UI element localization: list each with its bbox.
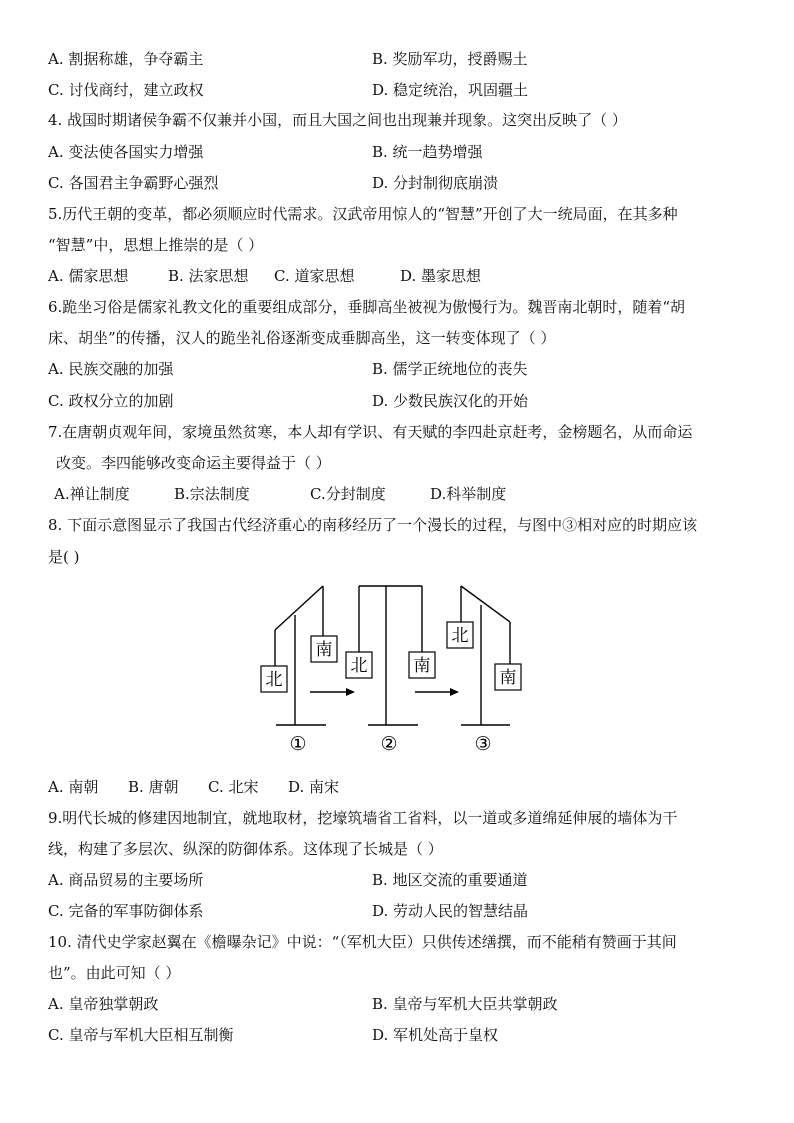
economic-shift-diagram	[258, 580, 538, 760]
stage1-number: ①	[289, 733, 307, 755]
q4-option-b: B. 统一趋势增强	[372, 143, 483, 161]
q9-option-d: D. 劳动人民的智慧结晶	[372, 902, 529, 920]
q8-option-d: D. 南宋	[288, 778, 340, 796]
q4-option-a: A. 变法使各国实力增强	[48, 143, 204, 161]
q7-options	[54, 484, 506, 504]
q6-option-d: D. 少数民族汉化的开始	[372, 392, 529, 410]
q6-option-a: A. 民族交融的加强	[48, 360, 174, 378]
stage3-south-label: 南	[499, 668, 517, 688]
q6-option-c: C. 政权分立的加剧	[48, 392, 174, 410]
stage1-north-label: 北	[265, 670, 283, 690]
q8-option-a: A. 南朝	[48, 778, 99, 796]
q8-option-c: C. 北宋	[208, 778, 259, 796]
q3-option-d: D. 稳定统治，巩固疆土	[372, 81, 529, 99]
q5-stem-line1: 5.历代王朝的变革，都必须顺应时代需求。汉武帝用惊人的“智慧”开创了大一统局面，在其多种	[48, 205, 678, 223]
stage3-number: ③	[474, 733, 492, 755]
q4-stem: 4. 战国时期诸侯争霸不仅兼并小国，而且大国之间也出现兼并现象。这突出反映了（ ）	[48, 111, 627, 129]
q5-option-b: B. 法家思想	[168, 267, 249, 285]
stage3-north-label: 北	[451, 626, 469, 646]
q10-option-b: B. 皇帝与军机大臣共掌朝政	[372, 995, 558, 1013]
q3-option-a: A. 割据称雄，争夺霸主	[48, 50, 204, 68]
q7-option-d: D.科举制度	[430, 485, 507, 503]
q9-stem-line2: 线，构建了多层次、纵深的防御体系。这体现了长城是（ ）	[48, 840, 443, 858]
stage1-south-label: 南	[315, 640, 333, 660]
q9-option-a: A. 商品贸易的主要场所	[48, 871, 204, 889]
stage2-north-label: 北	[350, 656, 368, 676]
q5-stem-line2: “智慧”中，思想上推崇的是（ ）	[48, 236, 264, 254]
q10-stem-line1: 10. 清代史学家赵翼在《檐曝杂记》中说：“（军机大臣）只供传述缮撰，而不能稍有赞画于其间	[48, 933, 677, 951]
q6-stem-line1: 6.跪坐习俗是儒家礼教文化的重要组成部分，垂脚高坐被视为傲慢行为。魏晋南北朝时，随着“胡	[48, 298, 685, 316]
stage3-beam	[461, 586, 510, 622]
q10-option-d: D. 军机处高于皇权	[372, 1026, 499, 1044]
q4-option-c: C. 各国君主争霸野心强烈	[48, 174, 219, 192]
q5-option-d: D. 墨家思想	[400, 267, 482, 285]
q10-stem-line2: 也”。由此可知（ ）	[48, 964, 181, 982]
q7-stem-line2: 改变。李四能够改变命运主要得益于（ ）	[56, 454, 331, 472]
q7-option-c: C.分封制度	[310, 485, 386, 503]
q7-option-b: B.宗法制度	[174, 485, 250, 503]
q6-option-b: B. 儒学正统地位的丧失	[372, 360, 528, 378]
q4-option-d: D. 分封制彻底崩溃	[372, 174, 499, 192]
q10-option-c: C. 皇帝与军机大臣相互制衡	[48, 1026, 234, 1044]
arrow-2-head	[450, 688, 459, 696]
q9-option-c: C. 完备的军事防御体系	[48, 902, 204, 920]
q5-options	[48, 266, 481, 286]
q8-options	[48, 777, 339, 797]
arrow-1-head	[346, 688, 355, 696]
q8-option-b: B. 唐朝	[128, 778, 179, 796]
q8-stem-line1: 8. 下面示意图显示了我国古代经济重心的南移经历了一个漫长的过程，与图中③相对应的时期应该	[48, 516, 698, 534]
q3-option-c: C. 讨伐商纣，建立政权	[48, 81, 204, 99]
stage2-number: ②	[380, 733, 398, 755]
q7-option-a: A.禅让制度	[54, 485, 130, 503]
q5-option-c: C. 道家思想	[274, 267, 355, 285]
stage1-beam	[275, 586, 323, 630]
q8-stem-line2: 是( )	[48, 548, 80, 566]
q6-stem-line2: 床、胡坐”的传播，汉人的跪坐礼俗逐渐变成垂脚高坐，这一转变体现了（ ）	[48, 329, 556, 347]
q9-option-b: B. 地区交流的重要通道	[372, 871, 528, 889]
q3-option-b: B. 奖励军功，授爵赐土	[372, 50, 528, 68]
q7-stem-line1: 7.在唐朝贞观年间，家境虽然贫寒，本人却有学识、有天赋的李四赴京赶考，金榜题名，从而命运	[48, 423, 693, 441]
stage2-south-label: 南	[413, 656, 431, 676]
q10-option-a: A. 皇帝独掌朝政	[48, 995, 159, 1013]
q9-stem-line1: 9.明代长城的修建因地制宜，就地取材，挖壕筑墙省工省料，以一道或多道绵延伸展的墙体为干	[48, 809, 678, 827]
q5-option-a: A. 儒家思想	[48, 267, 129, 285]
